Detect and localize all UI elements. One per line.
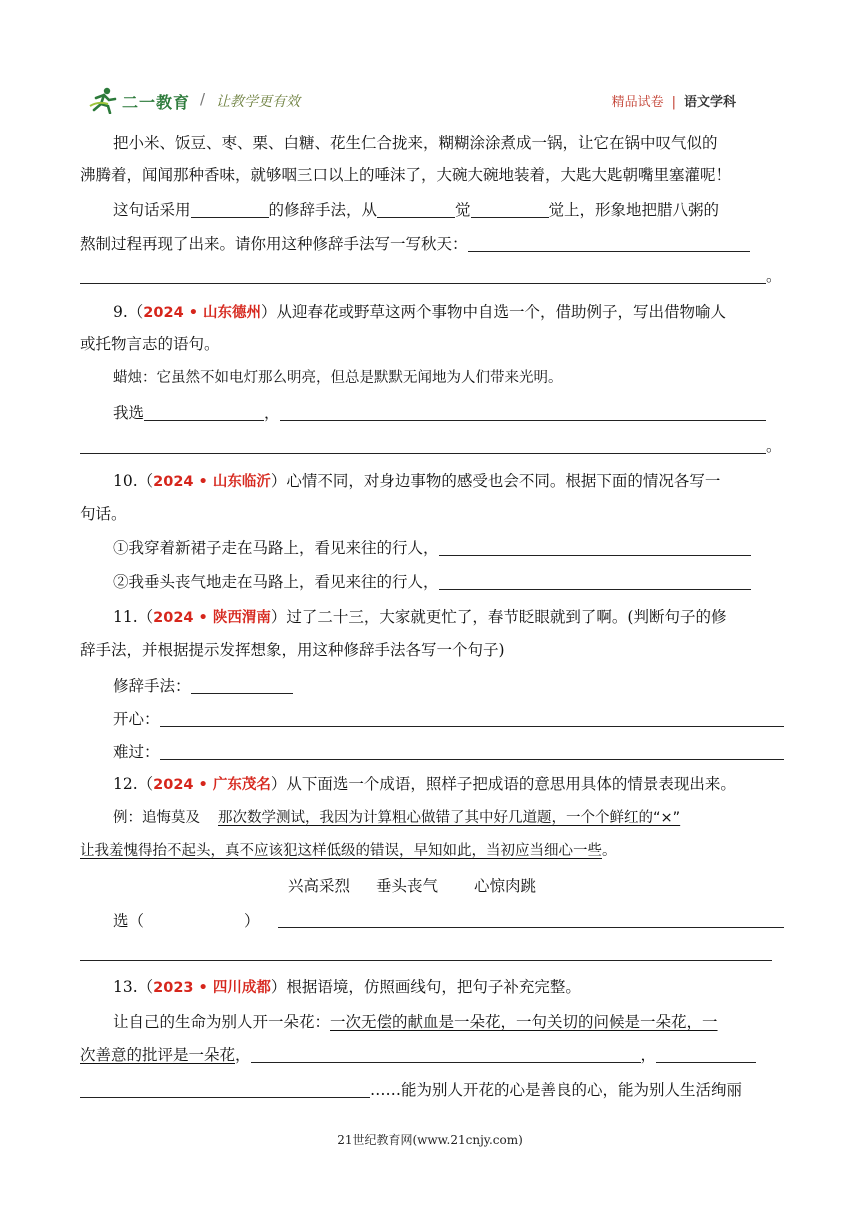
q10-source: 2024 • 山东临沂 (153, 474, 271, 490)
q10-number: 10.（ (113, 472, 154, 490)
brand-separator: / (200, 90, 206, 108)
q8-blank-sense2[interactable] (471, 201, 549, 218)
q13-blank1[interactable] (251, 1046, 641, 1063)
q11-text2: 辞手法，并根据提示发挥想象，用这种修辞手法各写一个句子) (80, 641, 505, 659)
q13-tail: ……能为别人开花的心是善良的心，能为别人生活绚丽 (370, 1081, 743, 1099)
q13-close: ） (270, 978, 287, 996)
page-footer: 21世纪教育网(www.21cnjy.com) (337, 1133, 523, 1147)
q9-choose-label: 我选 (113, 404, 145, 422)
q13-line4 (80, 1080, 784, 1100)
q12-close: ） (270, 775, 287, 793)
q9-number: 9.（ (113, 303, 144, 321)
q11-rhetoric-label: 修辞手法： (113, 677, 191, 695)
q9-text1: 从迎春花或野草这两个事物中自选一个，借助例子，写出借物喻人 (276, 303, 727, 321)
q8-blank-rhetoric[interactable] (191, 201, 269, 218)
q8-prompt-e: 熬制过程再现了出来。请你用这种修辞手法写一写秋天： (80, 235, 468, 253)
q13-blank2-end[interactable] (80, 1081, 370, 1098)
q12-choose-close: ） (244, 912, 260, 930)
q11-rhetoric-blank[interactable] (191, 677, 293, 694)
q11-source: 2024 • 陕西渭南 (153, 610, 271, 626)
q10-text2: 句话。 (80, 505, 127, 523)
q13-source: 2023 • 四川成都 (153, 980, 271, 996)
brand-name: 二一教育 (122, 93, 191, 112)
tag-divider: | (671, 95, 676, 110)
q12-source: 2024 • 广东茂名 (153, 777, 271, 793)
q9-close: ） (261, 303, 277, 321)
q12-example-end: 。 (602, 843, 617, 859)
q12-idiom-list (288, 876, 608, 896)
q11-happy-label: 开心： (113, 710, 160, 728)
q9-answer-line2 (80, 436, 784, 456)
q8-para-line2: 沸腾着，闻闻那种香味，就够咽三口以上的唾沫了，大碗大碗地装着，大匙大匙朝嘴里塞灌呢！ (80, 166, 732, 184)
q9-end-mark: 。 (766, 437, 782, 455)
q12-answer-blank2[interactable] (80, 960, 772, 961)
q12-example-label: 例：追悔莫及 (113, 810, 200, 826)
q9-choice-blank[interactable] (144, 404, 264, 421)
q8-answer-blank1[interactable] (468, 235, 750, 252)
q13-text: 根据语境，仿照画线句，把句子补充完整。 (286, 978, 581, 996)
q9-answer-blank1[interactable] (280, 404, 766, 421)
q9-line1 (113, 302, 784, 323)
q12-idiom-1: 兴高采烈 (288, 877, 351, 895)
q10-item2: ②我垂头丧气地走在马路上，看见来往的行人， (113, 573, 439, 591)
q10-item2-line (113, 572, 784, 592)
q12-example-line1 (113, 808, 784, 828)
q9-comma: ， (264, 404, 280, 422)
q9-source: 2024 • 山东德州 (143, 305, 262, 321)
q11-rhetoric-line (113, 676, 784, 696)
q8-prompt-a: 这句话采用 (113, 201, 191, 219)
q12-example-line2 (80, 841, 784, 861)
q12-text: 从下面选一个成语，照样子把成语的意思用具体的情景表现出来。 (286, 775, 736, 793)
q9-choose-line (113, 403, 784, 423)
q10-item1-blank[interactable] (439, 539, 751, 556)
q8-prompt-d: 觉上，形象地把腊八粥的 (548, 201, 720, 219)
q8-para-line1: 把小米、饭豆、枣、栗、白糖、花生仁合拢来，糊糊涂涂煮成一锅，让它在锅中叹气似的 (113, 134, 718, 152)
q13-blank2-start[interactable] (656, 1046, 756, 1063)
q12-answer-blank1[interactable] (278, 927, 784, 928)
q8-prompt-b: 的修辞手法，从 (268, 201, 378, 219)
tag-premium: 精品试卷 (611, 95, 664, 110)
q9-text2: 或托物言志的语句。 (80, 335, 220, 353)
q9-answer-blank2[interactable] (80, 437, 766, 454)
q8-answer-blank2[interactable] (80, 267, 766, 284)
q11-close: ） (270, 608, 287, 626)
brand-slogan: 让教学更有效 (216, 94, 300, 110)
q8-blank-sense1[interactable] (377, 201, 455, 218)
q13-lead: 让自己的生命为别人开一朵花： (113, 1013, 331, 1031)
header-tags (612, 91, 736, 110)
q11-number: 11.（ (113, 608, 154, 626)
runner-logo-icon (88, 86, 118, 114)
q8-answer-line2 (80, 266, 784, 286)
q13-number: 13.（ (113, 978, 154, 996)
q13-line1 (113, 977, 784, 998)
q10-item1-line (113, 538, 784, 558)
q12-example-underlined2: 让我羞愧得抬不起头，真不应该犯这样低级的错误，早知如此，当初应当细心一些 (80, 843, 602, 859)
q8-prompt-line (113, 200, 784, 220)
q13-line3 (80, 1045, 784, 1065)
q10-line1 (113, 471, 784, 492)
q10-item2-blank[interactable] (439, 573, 751, 590)
q10-text1: 心情不同，对身边事物的感受也会不同。根据下面的情况各写一 (286, 472, 721, 490)
tag-subject: 语文学科 (683, 95, 736, 110)
q12-idiom-2: 垂头丧气 (376, 877, 439, 895)
page-header (88, 84, 788, 118)
q13-comma2: ， (640, 1046, 657, 1064)
q8-end-mark: 。 (766, 267, 782, 285)
q11-line1 (113, 607, 784, 628)
q11-sad-label: 难过： (113, 743, 160, 761)
q8-prompt-line2 (80, 234, 784, 254)
q11-sad-line (113, 742, 784, 762)
q12-choose-open: 选（ (113, 912, 145, 930)
q8-prompt-c: 觉 (455, 201, 471, 219)
q13-underlined2: 次善意的批评是一朵花 (80, 1046, 236, 1064)
q13-comma1: ， (235, 1046, 251, 1064)
q9-example: 蜡烛：它虽然不如电灯那么明亮，但总是默默无闻地为人们带来光明。 (113, 370, 563, 386)
q12-example-underlined1: 那次数学测试，我因为计算粗心做错了其中好几道题，一个个鲜红的“×” (218, 810, 681, 826)
q10-item1: ①我穿着新裙子走在马路上，看见来往的行人， (113, 539, 439, 557)
q13-line2 (113, 1012, 784, 1032)
q12-line1 (113, 774, 784, 795)
q10-close: ） (270, 472, 287, 490)
q11-sad-blank[interactable] (160, 743, 784, 760)
q13-underlined1: 一次无偿的献血是一朵花，一句关切的问候是一朵花，一 (330, 1013, 718, 1031)
q12-idiom-3: 心惊肉跳 (474, 877, 537, 895)
q11-happy-blank[interactable] (160, 710, 784, 727)
q12-number: 12.（ (113, 775, 154, 793)
q11-text1: 过了二十三，大家就更忙了，春节眨眼就到了啊。(判断句子的修 (286, 608, 727, 626)
q11-happy-line (113, 709, 784, 729)
q12-choose-line (113, 911, 784, 931)
